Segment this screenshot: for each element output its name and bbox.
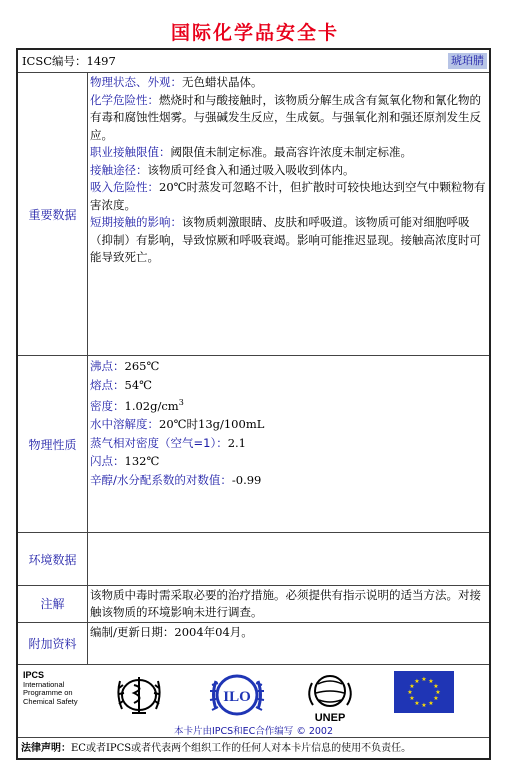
important-item: 吸入危险性：20℃时蒸发可忽略不计，但扩散时可较快地达到空气中颗粒物有害浓度。	[90, 180, 486, 212]
legal-statement: 法律声明：EC或者IPCS或者代表两个组织工作的任何人对本卡片信息的使用不负责任。	[18, 737, 489, 761]
ilo-emblem-icon	[208, 671, 266, 719]
svg-text:★: ★	[428, 678, 434, 686]
property-item: 密度：$1.02g/cm^3$	[90, 398, 184, 413]
property-item: 水中溶解度：20℃时13g/100mL	[90, 417, 265, 432]
property-item: 沸点：265℃	[90, 359, 160, 373]
important-item: 化学危险性：燃烧时和与酸接触时，该物质分解生成含有氮氧化物和氰化物的有毒和腐蚀性烟雾。与强碱发生反应，生成氨。与强氧化剂和强还原剂发生反应。	[90, 92, 481, 142]
page-title: 国际化学品安全卡	[170, 22, 339, 44]
who-emblem-icon	[114, 671, 164, 719]
svg-text:★: ★	[414, 700, 420, 708]
important-item: 接触途径：该物质可经食入和通过吸入吸收到体内。	[90, 162, 355, 177]
important-data-row	[18, 72, 489, 355]
property-item: 蒸气相对密度（空气=1）：2.1	[90, 435, 246, 450]
additional-label: 附加资料	[18, 623, 88, 664]
svg-text:★: ★	[433, 683, 439, 691]
notes-row	[18, 585, 489, 622]
important-item: 职业接触限值：阈限值未制定标准。最高容许浓度未制定标准。	[90, 145, 412, 159]
svg-text:★: ★	[435, 689, 441, 697]
logos-row	[18, 664, 489, 738]
property-item: 辛醇/水分配系数的对数值：-0.99	[90, 472, 262, 487]
environment-content	[88, 534, 487, 584]
physical-properties-label: 物理性质	[18, 356, 88, 532]
icsc-number: ICSC编号：1497	[22, 54, 116, 68]
property-item: 熔点：54℃	[90, 377, 152, 392]
ipcs-logo-text: IPCS International Programme on Chemical Safety	[23, 670, 78, 706]
additional-row	[18, 622, 489, 664]
environment-row	[18, 532, 489, 584]
important-item: 短期接触的影响：该物质刺激眼睛、皮肤和呼吸道。该物质可能对细胞呼吸（抑制）有影响，导致惊厥和呼吸衰竭。影响可能推迟显现。接触高浓度时可能导致死亡。	[90, 215, 481, 264]
card-frame	[16, 48, 491, 760]
credit-text: 本卡片由IPCS和EC合作编写 © 2002	[173, 726, 334, 738]
physical-properties-row	[18, 355, 489, 532]
physical-properties-content	[88, 357, 487, 532]
svg-text:★: ★	[428, 700, 434, 708]
svg-text:ILO: ILO	[223, 689, 251, 706]
svg-text:★: ★	[409, 695, 415, 703]
additional-content: 编制/更新日期：2004年04月。	[90, 625, 253, 640]
notes-content: 该物质中毒时需采取必要的治疗措施。必须提供有指示说明的适当方法。对接触该物质的环境影响未进行调查。	[90, 587, 481, 620]
svg-text:★: ★	[433, 695, 439, 703]
important-item: 物理状态、外观：无色蜡状晶体。	[90, 75, 263, 89]
svg-text:★: ★	[421, 702, 427, 710]
chemical-name-badge: 琥珀腈	[448, 53, 487, 69]
notes-label: 注解	[18, 586, 88, 622]
eu-flag-icon	[394, 671, 454, 713]
unep-emblem-icon	[300, 671, 360, 725]
important-data-content	[88, 74, 487, 355]
svg-text:★: ★	[414, 678, 420, 686]
card-header	[18, 50, 489, 72]
svg-text:★: ★	[407, 689, 413, 697]
svg-text:UNEP: UNEP	[314, 712, 346, 725]
svg-text:★: ★	[421, 676, 427, 684]
svg-text:★: ★	[409, 683, 415, 691]
property-item: 闪点：132℃	[90, 454, 160, 469]
important-data-label: 重要数据	[18, 73, 88, 355]
environment-label: 环境数据	[18, 533, 88, 584]
